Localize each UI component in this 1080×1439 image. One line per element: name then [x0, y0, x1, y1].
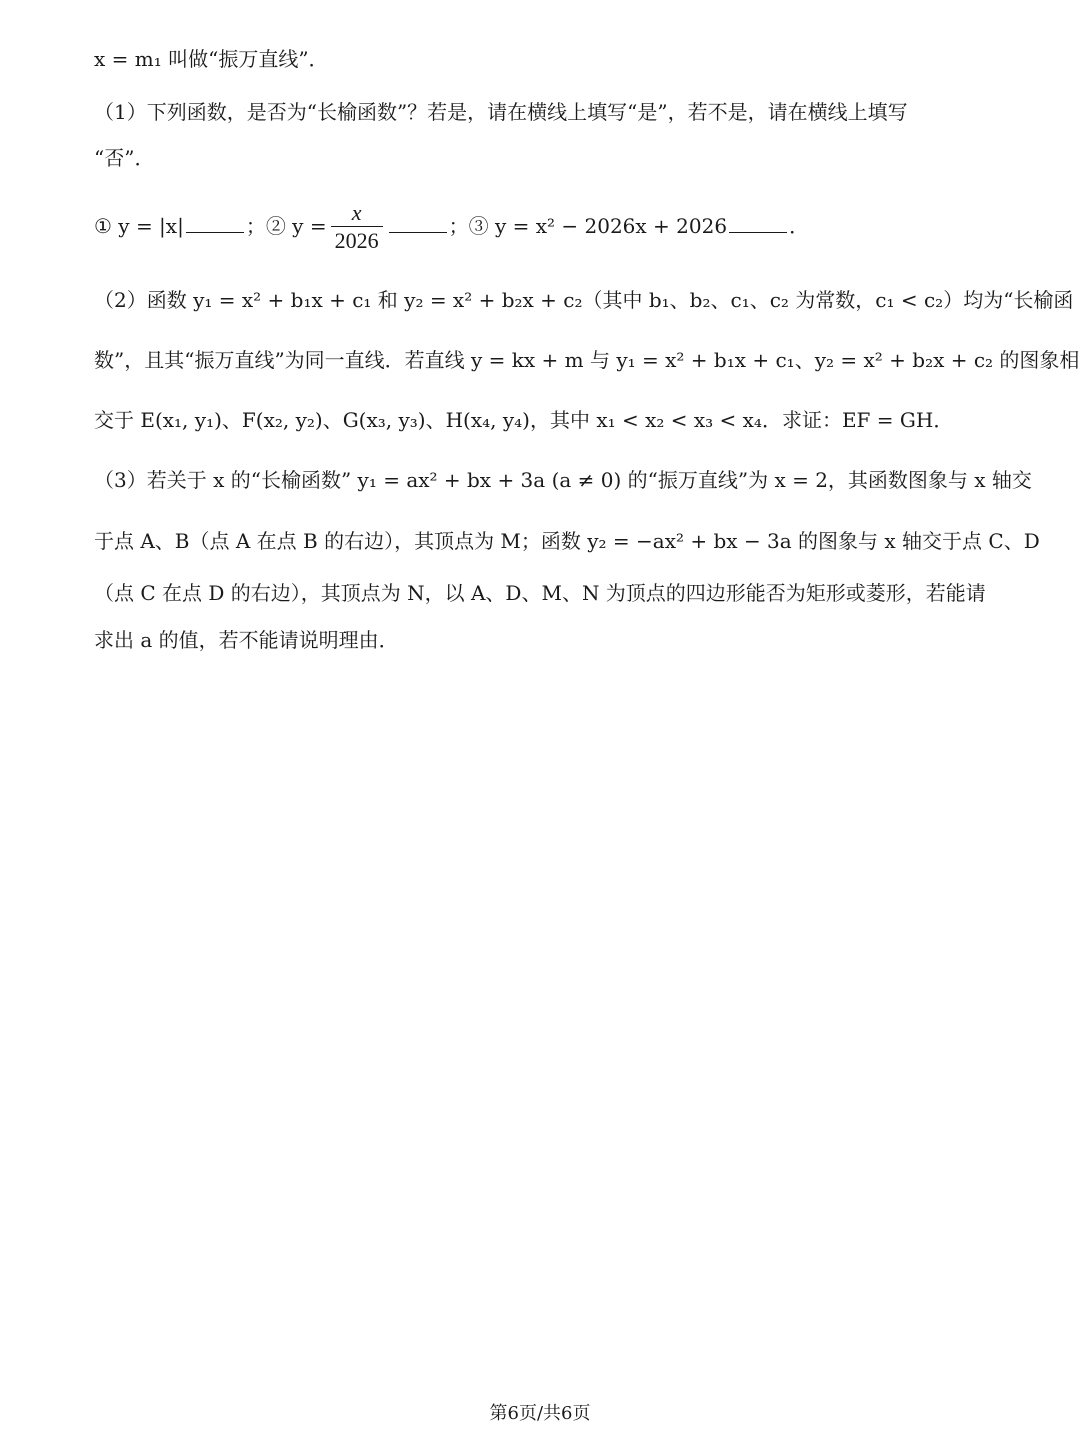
answer-blank-1[interactable] [186, 214, 244, 233]
question-3-line-2: 于点 A、B（点 A 在点 B 的右边），其顶点为 M；函数 y₂ = −ax² + bx − 3a 的图象与 x 轴交于点 C、D [94, 529, 1040, 553]
item-1-function: ① y = |x| [94, 214, 184, 238]
item-2-label: ；② y = [245, 214, 327, 238]
question-2-line-1: （2）函数 y₁ = x² + b₁x + c₁ 和 y₂ = x² + b₂x + c₂（其中 b₁、b₂、c₁、c₂ 为常数，c₁ < c₂）均为“长榆函 [94, 288, 1074, 312]
text-line-definition-end: x = m₁ 叫做“振万直线”． [94, 47, 329, 71]
page-number-footer: 第6页/共6页 [489, 1403, 591, 1424]
fraction-numerator: x [331, 200, 383, 227]
item-end-mark: ． [789, 214, 810, 238]
question-3-line-1: （3）若关于 x 的“长榆函数” y₁ = ax² + bx + 3a (a ≠ 0) 的“振万直线”为 x = 2，其函数图象与 x 轴交 [94, 468, 1032, 492]
answer-blank-3[interactable] [729, 214, 787, 233]
question-1-prompt: （1）下列函数，是否为“长榆函数”？若是，请在横线上填写“是”，若不是，请在横线上填写 [94, 100, 908, 124]
answer-blank-2[interactable] [389, 214, 447, 233]
question-1-items [94, 197, 809, 255]
question-3-line-4: 求出 a 的值，若不能请说明理由． [94, 628, 399, 652]
question-1-prompt-cont: “否”． [94, 146, 155, 170]
question-2-line-2: 数”，且其“振万直线”为同一直线．若直线 y = kx + m 与 y₁ = x² + b₁x + c₁、y₂ = x² + b₂x + c₂ 的图象相 [94, 348, 1080, 372]
fraction-x-over-2026 [331, 200, 383, 255]
item-3-function: ；③ y = x² − 2026x + 2026 [448, 214, 728, 238]
question-3-line-3: （点 C 在点 D 的右边），其顶点为 N，以 A、D、M、N 为顶点的四边形能否为矩形或菱形，若能请 [94, 581, 986, 605]
fraction-denominator: 2026 [334, 228, 379, 253]
question-2-line-3: 交于 E(x₁, y₁)、F(x₂, y₂)、G(x₃, y₃)、H(x₄, y₄)，其中 x₁ < x₂ < x₃ < x₄．求证：EF = GH． [94, 408, 954, 432]
